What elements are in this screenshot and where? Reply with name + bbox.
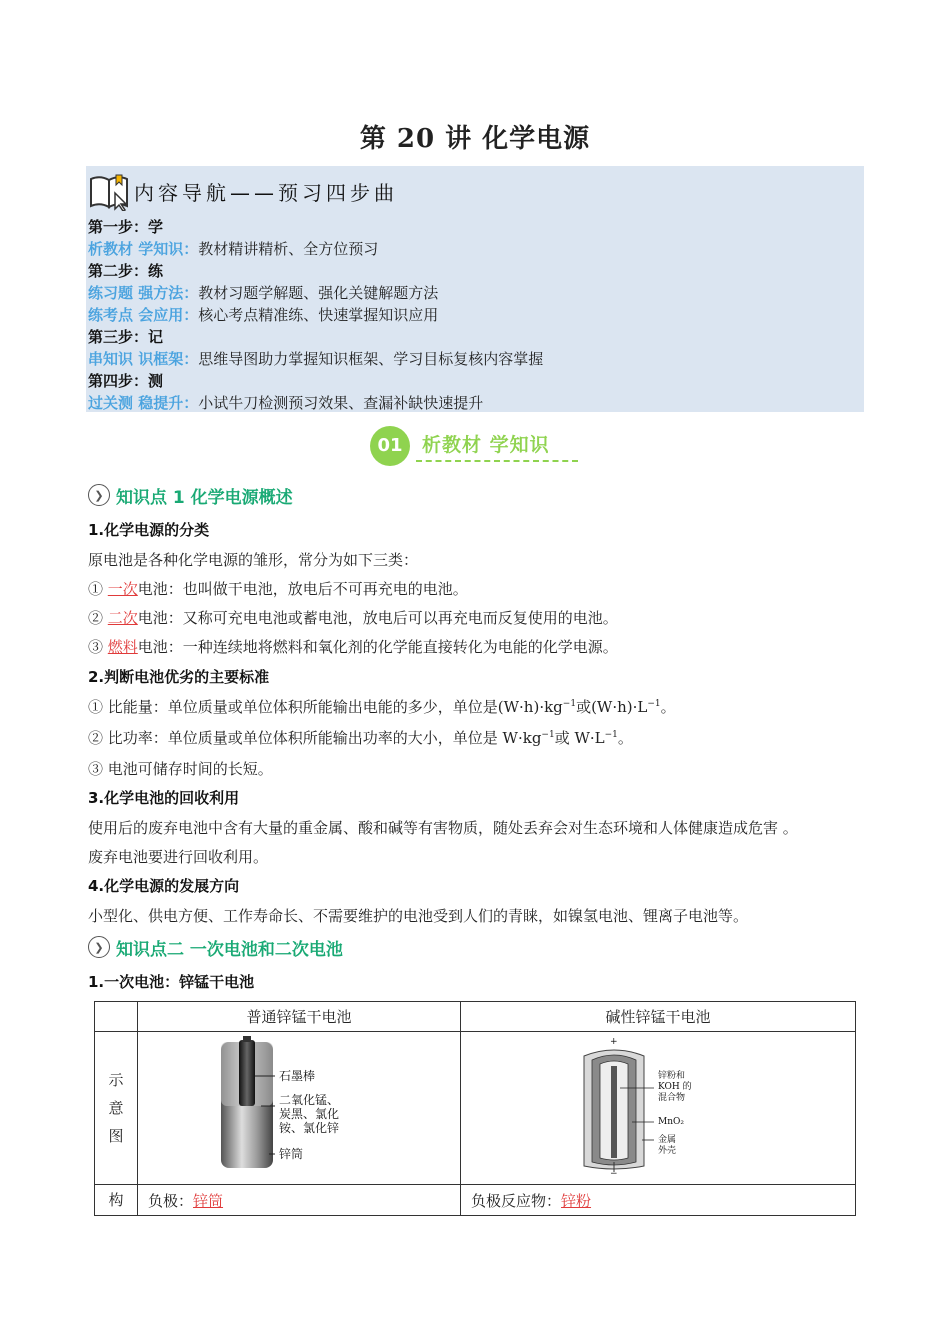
nav-step-heading: 第三步：记	[88, 328, 164, 346]
alkaline-cell-diagram	[461, 1032, 856, 1185]
subheading: 3.化学电池的回收利用	[88, 789, 240, 807]
alkaline-battery-image	[578, 1036, 738, 1176]
diagram-label: 混合物	[658, 1093, 686, 1103]
zinc-manganese-cell-diagram	[138, 1032, 461, 1185]
list-item: ① 一次电池：也叫做干电池，放电后不可再充电的电池。	[88, 580, 468, 598]
knowledge-point-title: 知识点 1 化学电源概述	[116, 487, 293, 508]
table-cell	[95, 1002, 138, 1032]
page-title: 第 20 讲 化学电源	[359, 124, 591, 154]
nav-item-key: 练考点 会应用：	[88, 306, 199, 324]
arrow-circle-icon: ❯	[88, 484, 110, 506]
answer-text: 二次	[107, 609, 138, 627]
answer-text: 锌粉	[561, 1191, 592, 1210]
table-header: 普通锌锰干电池	[138, 1002, 461, 1032]
diagram-label: 二氧化锰、	[279, 1093, 340, 1107]
book-icon	[88, 171, 132, 211]
nav-item-key: 练习题 强方法：	[88, 284, 199, 302]
answer-text: 燃料	[107, 638, 138, 656]
nav-header	[86, 170, 398, 212]
table-row	[95, 1032, 856, 1185]
battery-comparison-table	[94, 1001, 856, 1216]
paragraph: 原电池是各种化学电源的雏形，常分为如下三类：	[88, 551, 419, 569]
diagram-label: 锌粉和	[658, 1071, 686, 1081]
row-label-text: 示 意 图	[108, 1071, 124, 1145]
table-cell: 负极反应物：锌粉	[461, 1185, 856, 1216]
table-cell: 负极：锌筒	[138, 1185, 461, 1216]
nav-step-item	[88, 304, 864, 326]
row-label: 构	[95, 1185, 138, 1216]
section-banner	[370, 424, 580, 466]
nav-item-key: 串知识 识框架：	[88, 350, 199, 368]
nav-item-key: 析教材 学知识：	[88, 240, 199, 258]
knowledge-point-title: 知识点二 一次电池和二次电池	[116, 939, 343, 960]
knowledge-point-heading	[88, 481, 293, 509]
table-header: 碱性锌锰干电池	[461, 1002, 856, 1032]
nav-item-desc: 核心考点精准练、快速掌握知识应用	[198, 306, 439, 324]
table-row	[95, 1185, 856, 1216]
diagram-label: 石墨棒	[279, 1069, 316, 1083]
diagram-label: 炭黑、氯化	[279, 1107, 340, 1121]
arrow-circle-icon: ❯	[88, 936, 110, 958]
list-item: ② 比功率：单位质量或单位体积所能输出功率的大小，单位是 $W\cdot kg^{-1}$或 $W\cdot L^{-1}$。	[88, 729, 633, 747]
diagram-label: 金属	[658, 1135, 677, 1145]
paragraph: 小型化、供电方便、工作寿命长、不需要维护的电池受到人们的青睐，如镍氢电池、锂离子电池等。	[88, 907, 749, 925]
list-item: ② 二次电池：又称可充电电池或蓄电池，放电后可以再充电而反复使用的电池。	[88, 609, 618, 627]
diagram-label: 锌筒	[279, 1147, 304, 1161]
subheading: 2.判断电池优劣的主要标准	[88, 668, 270, 686]
paragraph: 废弃电池要进行回收利用。	[88, 848, 269, 866]
svg-text:+: +	[610, 1037, 618, 1047]
subheading: 1.一次电池：锌锰干电池	[88, 973, 255, 991]
ordinary-battery-image	[199, 1036, 399, 1176]
nav-step-list	[88, 216, 864, 414]
nav-step-item	[88, 238, 864, 260]
diagram-label: 铵、氯化锌	[279, 1121, 340, 1135]
banner-underline	[416, 460, 578, 462]
list-item: ③ 电池可储存时间的长短。	[88, 760, 273, 778]
nav-header-label: 内容导航——预习四步曲	[134, 180, 398, 205]
nav-item-desc: 教材习题学解题、强化关键解题方法	[198, 284, 439, 302]
diagram-label: KOH 的	[658, 1082, 692, 1092]
list-item: ① 比能量：单位质量或单位体积所能输出电能的多少，单位是$(W\cdot h)\cdot kg^{-1}$或$(W\cdot h)\cdot L^{-1}$。	[88, 698, 676, 716]
answer-text: 一次	[107, 580, 138, 598]
section-number: 01	[370, 426, 410, 466]
answer-text: 锌筒	[193, 1191, 224, 1210]
table-row	[95, 1002, 856, 1032]
nav-item-desc: 小试牛刀检测预习效果、查漏补缺快速提升	[198, 394, 484, 412]
nav-step-item	[88, 282, 864, 304]
nav-item-key: 过关测 稳提升：	[88, 394, 199, 412]
row-label	[95, 1032, 138, 1185]
section-title: 析教材 学知识	[422, 434, 550, 456]
svg-text:−: −	[610, 1169, 618, 1176]
subheading: 4.化学电源的发展方向	[88, 877, 240, 895]
content-navigation-box	[86, 166, 864, 412]
nav-step-item	[88, 392, 864, 414]
nav-item-desc: 思维导图助力掌握知识框架、学习目标复核内容掌握	[198, 350, 544, 368]
diagram-label: 外壳	[658, 1146, 677, 1156]
diagram-label: MnO₂	[658, 1117, 684, 1127]
paragraph: 使用后的废弃电池中含有大量的重金属、酸和碱等有害物质，随处丢弃会对生态环境和人体健康造成危害 。	[88, 819, 798, 837]
knowledge-point-heading	[88, 933, 343, 961]
nav-item-desc: 教材精讲精析、全方位预习	[198, 240, 379, 258]
list-item: ③ 燃料电池：一种连续地将燃料和氧化剂的化学能直接转化为电能的化学电源。	[88, 638, 618, 656]
nav-step-heading: 第二步：练	[88, 262, 164, 280]
nav-step-item	[88, 348, 864, 370]
nav-step-heading: 第一步：学	[88, 218, 164, 236]
nav-step-heading: 第四步：测	[88, 372, 164, 390]
subheading: 1.化学电源的分类	[88, 521, 210, 539]
